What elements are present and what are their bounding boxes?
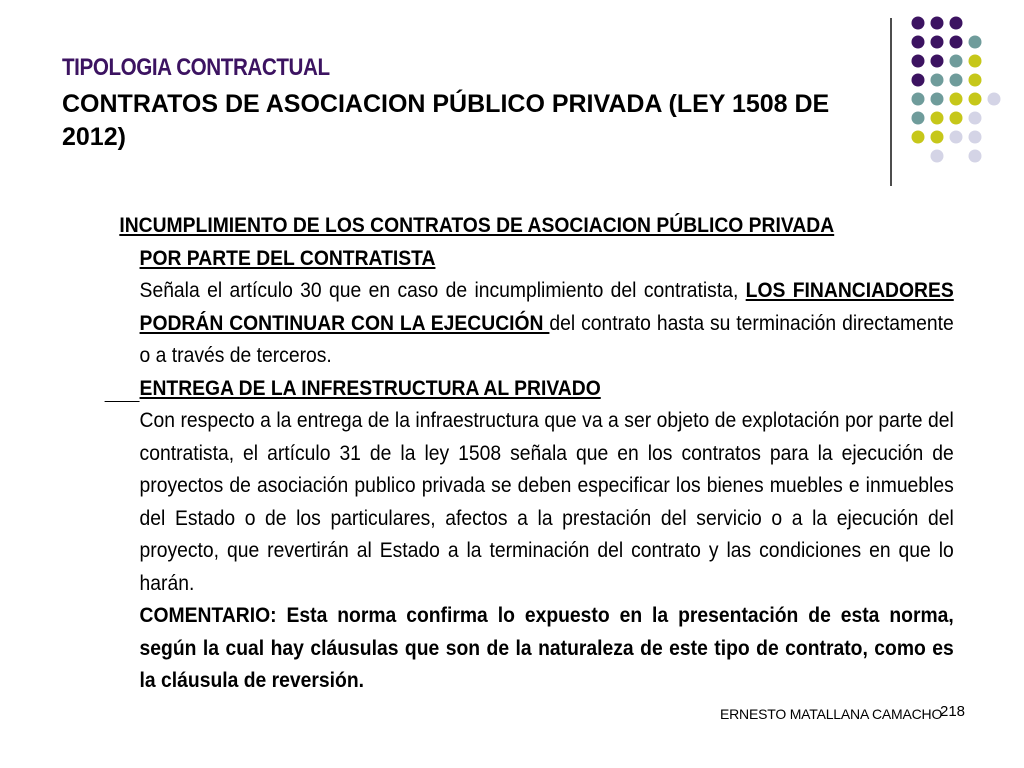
dot [969,36,982,49]
dot [912,131,925,144]
slide-title: TIPOLOGIA CONTRACTUAL [62,54,330,81]
dot [988,93,1001,106]
dot [950,36,963,49]
heading-line-2: POR PARTE DEL CONTRATISTA [139,246,436,270]
dot [950,55,963,68]
dot [969,131,982,144]
paragraph-emphasis: LOS FINANCIADORES PODRÁN CONTINUAR CON LA EJECUCIÓN [139,279,954,335]
dot [931,74,944,87]
dot [931,17,944,30]
dot [969,74,982,87]
dot [950,17,963,30]
dot [912,93,925,106]
dot [931,150,944,163]
dot [912,17,925,30]
dot [912,36,925,49]
paragraph-comentario: COMENTARIO: Esta norma confirma lo expuesto en la presentación de esta norma, según la cual hay cláusulas que son de la naturaleza de este tipo de contrato, como es la cláusula de reversión. [139,604,954,692]
heading-line-1: INCUMPLIMIENTO DE LOS CONTRATOS DE ASOCIACION PÚBLICO PRIVADA [119,214,835,237]
dot [931,93,944,106]
slide-subtitle: CONTRATOS DE ASOCIACION PÚBLICO PRIVADA (LEY 1508 DE 2012) [62,90,830,151]
paragraph-text-end: del contrato hasta su terminación directamente o a través de terceros. [139,311,954,367]
dot [969,93,982,106]
section-heading-incumplimiento-2 [100,243,887,276]
vertical-divider [890,18,892,186]
footer-author: ERNESTO MATALLANA CAMACHO [720,706,943,722]
dot [950,93,963,106]
dot [912,55,925,68]
dot [931,36,944,49]
page-number: 218 [940,703,966,720]
dot [969,55,982,68]
dot [969,150,982,163]
dot [950,112,963,125]
dot [950,74,963,87]
dot [912,112,925,125]
dot [931,55,944,68]
heading-rule [105,401,140,402]
dot [931,112,944,125]
slide-body [100,210,955,698]
section-heading-incumplimiento [100,210,975,243]
paragraph-text-start: Señala el artículo 30 que en caso de incumplimiento del contratista, [139,279,746,302]
paragraph-entrega: Con respecto a la entrega de la infraestructura que va a ser objeto de explotación por parte del contratista, el artículo 31 de la ley 1508 señala que en los contratos para la ejecución de proyectos de asociación publico privada se deben especificar los bienes muebles e inmuebles del Estado o de los particulares, afectos a la prestación del servicio o a la ejecución del proyecto, que revertirán al Estado a la terminación del contrato y las condiciones en que lo harán. [139,409,954,595]
dot [912,74,925,87]
heading-entrega-text: ENTREGA DE LA INFRESTRUCTURA AL PRIVADO [139,376,601,400]
paragraph-incumplimiento [100,275,954,373]
dot [950,131,963,144]
section-heading-entrega [100,373,887,406]
dot [931,131,944,144]
dot [969,112,982,125]
